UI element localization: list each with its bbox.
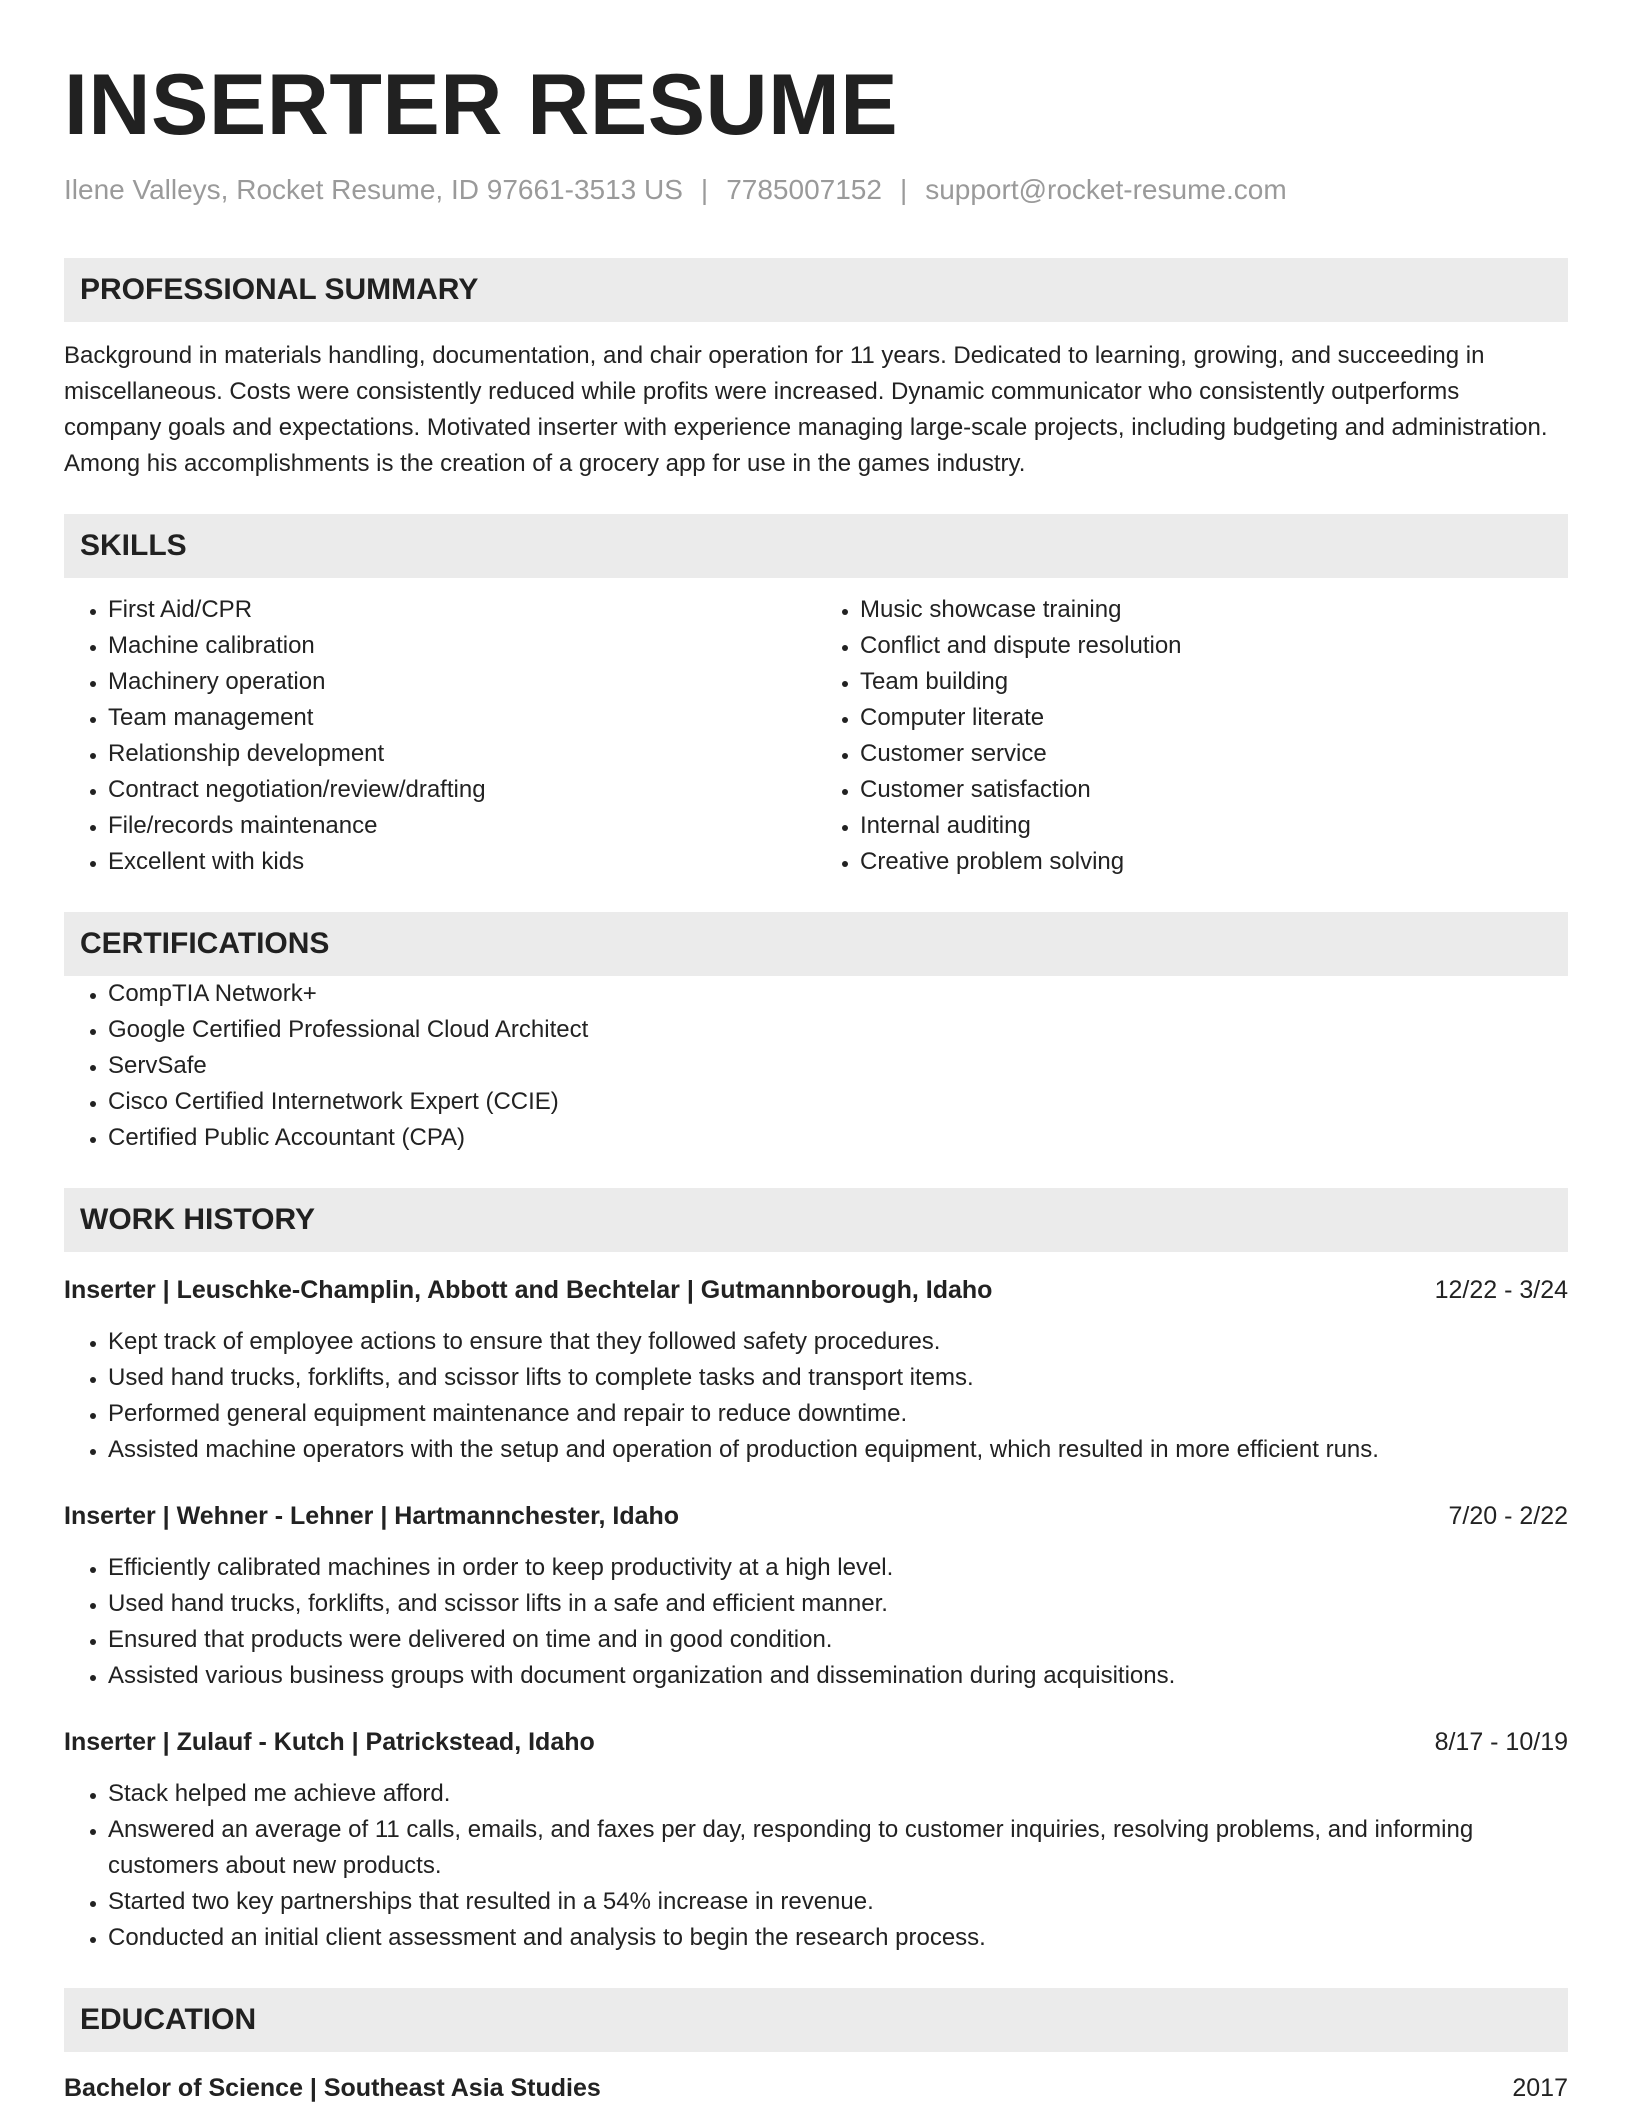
skill-item: • Machinery operation bbox=[108, 664, 816, 700]
education-degree: Bachelor of Science | Southeast Asia Studies bbox=[64, 2074, 601, 2103]
contact-line bbox=[64, 172, 1568, 208]
skill-item: • First Aid/CPR bbox=[108, 592, 816, 628]
certification-item: • ServSafe bbox=[108, 1048, 1568, 1084]
skill-item: • Contract negotiation/review/drafting bbox=[108, 772, 816, 808]
job-entry bbox=[64, 1724, 1568, 1956]
education-date: 2017 bbox=[1512, 2074, 1568, 2103]
job-entry bbox=[64, 1498, 1568, 1694]
skill-item: • Team management bbox=[108, 700, 816, 736]
job-bullet: • Kept track of employee actions to ensure that they followed safety procedures. bbox=[108, 1324, 1568, 1360]
contact-separator: | bbox=[899, 174, 908, 205]
skill-item: • Computer literate bbox=[860, 700, 1568, 736]
contact-email: support@rocket-resume.com bbox=[925, 174, 1287, 205]
summary-text: Background in materials handling, documentation, and chair operation for 11 years. Dedicated to learning, growing, and succeeding in miscellaneous. Costs were consistently reduced while profits were increased. Dynamic communicator who consistently outperforms company goals and expectations. Motivated inserter with experience managing large-scale projects, including budgeting and administration. Among his accomplishments is the creation of a grocery app for use in the games industry. bbox=[64, 342, 1548, 478]
job-bullet: • Assisted machine operators with the setup and operation of production equipment, which resulted in more efficient runs. bbox=[108, 1432, 1568, 1468]
contact-address: Ilene Valleys, Rocket Resume, ID 97661-3513 US bbox=[64, 174, 683, 205]
job-dates: 12/22 - 3/24 bbox=[1434, 1276, 1568, 1305]
certifications-list bbox=[64, 976, 1568, 1156]
contact-phone: 7785007152 bbox=[726, 174, 882, 205]
work-history-section-header: WORK HISTORY bbox=[64, 1188, 1568, 1252]
certification-item: • CompTIA Network+ bbox=[108, 976, 1568, 1012]
summary-section-header: PROFESSIONAL SUMMARY bbox=[64, 258, 1568, 322]
job-bullet: • Conducted an initial client assessment and analysis to begin the research process. bbox=[108, 1920, 1568, 1956]
job-header bbox=[64, 1498, 1568, 1534]
job-bullet: • Stack helped me achieve afford. bbox=[108, 1776, 1568, 1812]
job-entry bbox=[64, 1272, 1568, 1468]
education-section-header: EDUCATION bbox=[64, 1988, 1568, 2052]
certification-item: • Google Certified Professional Cloud Architect bbox=[108, 1012, 1568, 1048]
job-bullet: • Used hand trucks, forklifts, and scissor lifts in a safe and efficient manner. bbox=[108, 1586, 1568, 1622]
job-bullet: • Used hand trucks, forklifts, and scissor lifts to complete tasks and transport items. bbox=[108, 1360, 1568, 1396]
skills-section-header: SKILLS bbox=[64, 514, 1568, 578]
certifications-section-header: CERTIFICATIONS bbox=[64, 912, 1568, 976]
job-bullet: • Started two key partnerships that resulted in a 54% increase in revenue. bbox=[108, 1884, 1568, 1920]
contact-separator: | bbox=[700, 174, 709, 205]
job-header bbox=[64, 1272, 1568, 1308]
certification-item: • Cisco Certified Internetwork Expert (CCIE) bbox=[108, 1084, 1568, 1120]
job-title: Inserter | Zulauf - Kutch | Patrickstead, Idaho bbox=[64, 1728, 595, 1757]
certification-item: • Certified Public Accountant (CPA) bbox=[108, 1120, 1568, 1156]
skill-item: • Creative problem solving bbox=[860, 844, 1568, 880]
job-dates: 8/17 - 10/19 bbox=[1434, 1728, 1568, 1757]
skill-item: • File/records maintenance bbox=[108, 808, 816, 844]
job-header bbox=[64, 1724, 1568, 1760]
job-bullets bbox=[64, 1550, 1568, 1694]
page-title: INSERTER RESUME bbox=[64, 57, 899, 153]
job-dates: 7/20 - 2/22 bbox=[1448, 1502, 1568, 1531]
job-bullet: • Performed general equipment maintenance and repair to reduce downtime. bbox=[108, 1396, 1568, 1432]
skill-item: • Team building bbox=[860, 664, 1568, 700]
skill-item: • Customer service bbox=[860, 736, 1568, 772]
skill-item: • Conflict and dispute resolution bbox=[860, 628, 1568, 664]
skill-item: • Machine calibration bbox=[108, 628, 816, 664]
skill-item: • Excellent with kids bbox=[108, 844, 816, 880]
job-bullet: • Answered an average of 11 calls, emails, and faxes per day, responding to customer inquiries, resolving problems, and informing customers about new products. bbox=[108, 1812, 1568, 1884]
skills-list-left bbox=[64, 592, 816, 880]
skill-item: • Internal auditing bbox=[860, 808, 1568, 844]
job-bullets bbox=[64, 1324, 1568, 1468]
job-bullets bbox=[64, 1776, 1568, 1956]
skill-item: • Relationship development bbox=[108, 736, 816, 772]
job-bullet: • Ensured that products were delivered on time and in good condition. bbox=[108, 1622, 1568, 1658]
skill-item: • Music showcase training bbox=[860, 592, 1568, 628]
job-bullet: • Assisted various business groups with document organization and dissemination during acquisitions. bbox=[108, 1658, 1568, 1694]
skills-list-right bbox=[816, 592, 1568, 880]
job-title: Inserter | Wehner - Lehner | Hartmannchester, Idaho bbox=[64, 1502, 680, 1531]
job-bullet: • Efficiently calibrated machines in order to keep productivity at a high level. bbox=[108, 1550, 1568, 1586]
skill-item: • Customer satisfaction bbox=[860, 772, 1568, 808]
job-title: Inserter | Leuschke-Champlin, Abbott and Bechtelar | Gutmannborough, Idaho bbox=[64, 1276, 993, 1305]
skills-columns bbox=[64, 592, 1568, 880]
education-entry bbox=[64, 2070, 1568, 2106]
